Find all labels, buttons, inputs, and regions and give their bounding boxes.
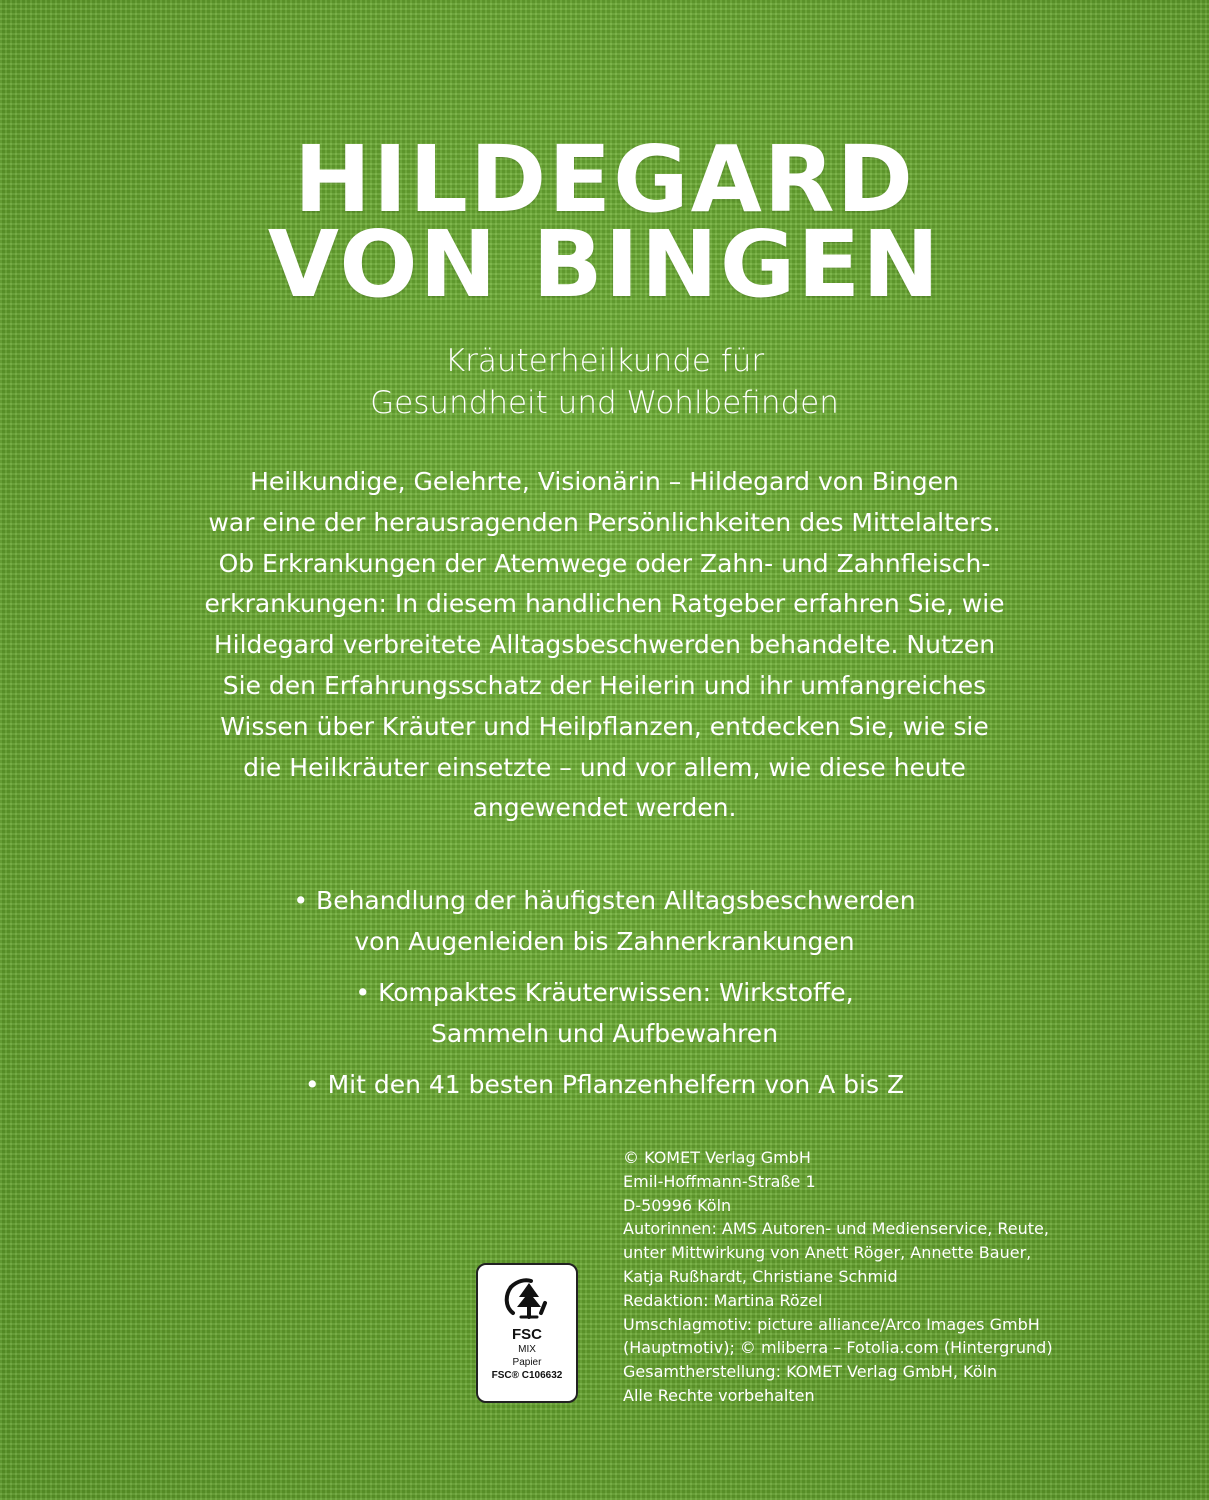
imprint-line: Emil-Hoffmann-Straße 1 — [623, 1171, 816, 1191]
feature-item — [100, 1064, 1109, 1105]
imprint-line: D-50996 Köln — [623, 1195, 732, 1215]
imprint — [623, 1146, 1143, 1408]
imprint-line: Autorinnen: AMS Autoren- und Medienservice, Reute, — [623, 1219, 1049, 1239]
imprint-line: Umschlagmotiv: picture alliance/Arco Images GmbH — [623, 1314, 1040, 1334]
description-line: Ob Erkrankungen der Atemwege oder Zahn- und Zahnfleisch- — [218, 548, 991, 578]
fsc-code: FSC® C106632 — [491, 1370, 563, 1381]
fsc-label: FSC — [512, 1326, 542, 1343]
feature-line: • Behandlung der häufigsten Alltagsbeschwerden — [293, 886, 916, 915]
title-line-1: HILDEGARD — [294, 126, 915, 233]
fsc-mix: MIX — [518, 1344, 536, 1355]
imprint-line: © KOMET Verlag GmbH — [623, 1148, 811, 1167]
feature-item — [100, 880, 1109, 962]
description-line: erkrankungen: In diesem handlichen Ratgeber erfahren Sie, wie — [204, 589, 1005, 619]
description-line: Wissen über Kräuter und Heilpflanzen, entdecken Sie, wie sie — [220, 711, 989, 741]
title-line-2: VON BINGEN — [267, 211, 942, 318]
fsc-logo — [476, 1263, 578, 1403]
subtitle-line-2: Gesundheit und Wohlbefinden — [370, 385, 839, 421]
description-line: die Heilkräuter einsetzte – und vor allem, wie diese heute — [243, 752, 966, 782]
feature-list — [100, 880, 1109, 1115]
imprint-line: (Hauptmotiv); © mliberra – Fotolia.com (Hintergrund) — [623, 1338, 1053, 1358]
imprint-line: Redaktion: Martina Rözel — [623, 1290, 823, 1310]
imprint-line: Gesamtherstellung: KOMET Verlag GmbH, Köln — [623, 1362, 998, 1382]
description-line: Sie den Erfahrungsschatz der Heilerin und ihr umfangreiches — [222, 670, 987, 700]
description-line: war eine der herausragenden Persönlichkeiten des Mittelalters. — [208, 507, 1001, 537]
description-line: Heilkundige, Gelehrte, Visionärin – Hildegard von Bingen — [250, 467, 959, 496]
description-line: angewendet werden. — [472, 793, 737, 823]
subtitle-line-1: Kräuterheilkunde für — [444, 343, 765, 379]
description-paragraph — [100, 462, 1109, 829]
feature-item — [100, 972, 1109, 1054]
feature-line: Sammeln und Aufbewahren — [430, 1019, 779, 1048]
imprint-line: Katja Rußhardt, Christiane Schmid — [623, 1266, 898, 1286]
feature-line: von Augenleiden bis Zahnerkrankungen — [354, 927, 855, 956]
description-line: Hildegard verbreitete Alltagsbeschwerden behandelte. Nutzen — [213, 630, 996, 660]
fsc-papier: Papier — [512, 1357, 542, 1368]
fsc-tree-icon — [499, 1273, 555, 1325]
imprint-line: unter Mittwirkung von Anett Röger, Annette Bauer, — [623, 1243, 1032, 1263]
imprint-line: Alle Rechte vorbehalten — [623, 1385, 815, 1405]
feature-line: • Kompaktes Kräuterwissen: Wirkstoffe, — [355, 978, 854, 1007]
feature-line: • Mit den 41 besten Pflanzenhelfern von A bis Z — [304, 1070, 905, 1099]
